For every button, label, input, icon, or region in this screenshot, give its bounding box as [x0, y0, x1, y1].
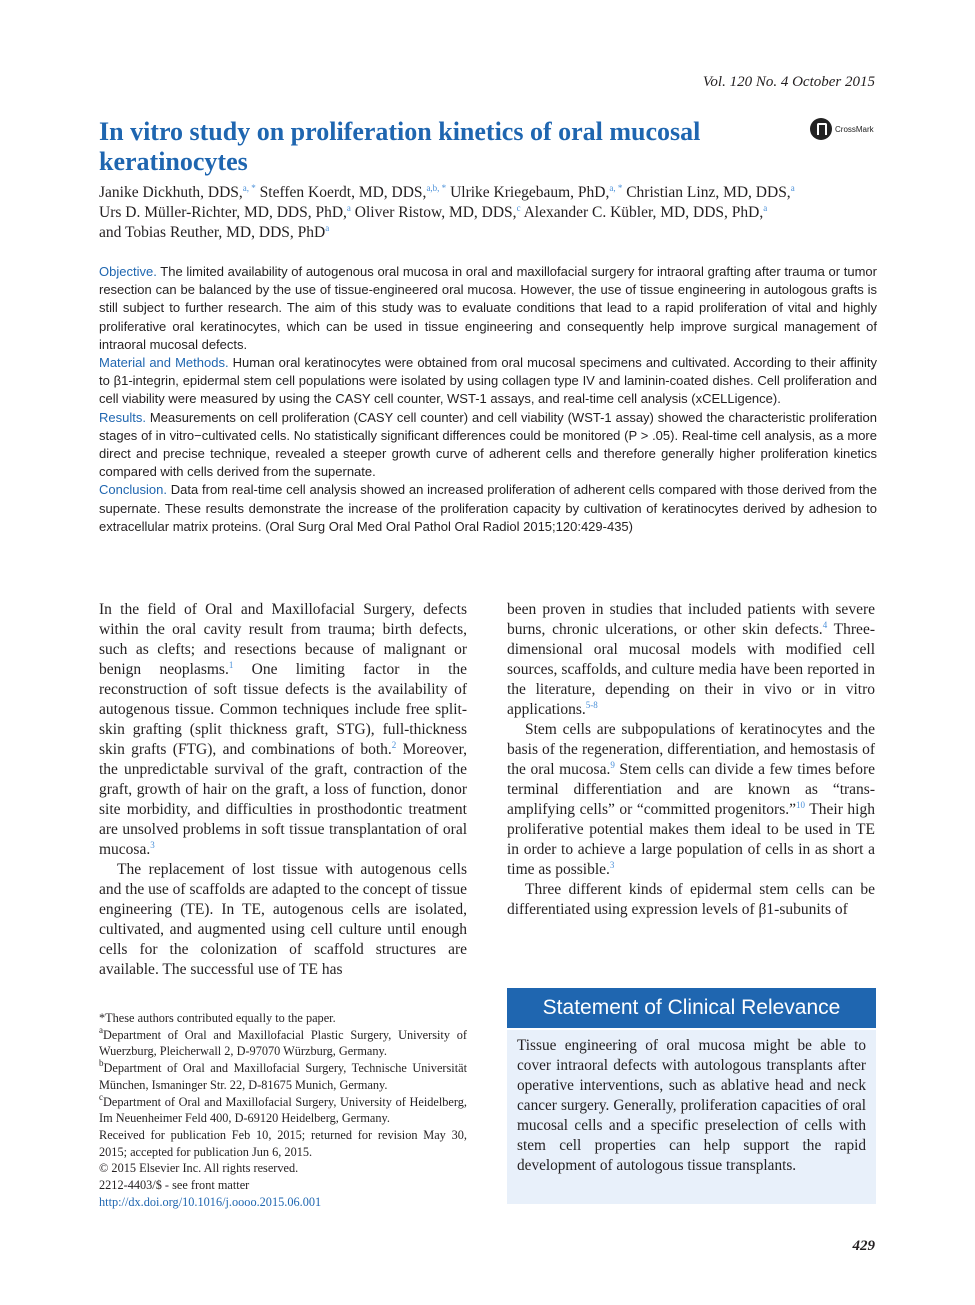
page-number: 429 — [852, 1238, 875, 1254]
footnotes — [99, 1010, 467, 1210]
abstract-results — [99, 409, 877, 482]
abstract-heading: Conclusion. — [99, 482, 167, 498]
reference-link[interactable]: 1 — [228, 660, 234, 670]
affiliation-marker: c — [99, 1091, 103, 1102]
affiliation-text: Department of Oral and Maxillofacial Surgery, University of Heidelberg, Im Neuenheimer Feld 400, D-69120 Heidelberg, Germany. — [99, 1094, 467, 1126]
crossmark-badge[interactable] — [810, 118, 874, 140]
author-affiliation[interactable]: c — [516, 203, 521, 213]
author-affiliation[interactable]: a — [325, 223, 330, 233]
footnote-copyright: © 2015 Elsevier Inc. All rights reserved. — [99, 1161, 299, 1176]
clinical-relevance-text: Tissue engineering of oral mucosa might be able to cover intraoral defects with autologous transplants after operative interventions, such as ablative head and neck cancer surgery. Generally, proliferation capacities of oral mucosal cells and a specific preselection of cells with stem cell properties can help support the rapid development of autologous tissue transplants. — [507, 1030, 876, 1204]
reference-link[interactable]: 9 — [610, 760, 615, 770]
affiliation-text: Department of Oral and Maxillofacial Plastic Surgery, University of Wuerzburg, Pleicherwall 2, D-97070 Würzburg, Germany. — [99, 1027, 467, 1059]
abstract-text: Human oral keratinocytes were obtained from oral mucosal specimens and cultivated. According to their affinity to β1-integrin, epidermal stem cell populations were isolated by using collagen type IV and laminin-coated dishes. Cell proliferation and cell viability were measured by using the CASY cell counter, WST-1 assays, and real-time cell analysis (xCELLigence). — [99, 355, 877, 407]
abstract-objective — [99, 263, 877, 354]
author: Oliver Ristow, MD, DDS, — [354, 204, 517, 221]
body-paragraph — [99, 600, 467, 860]
doi-link[interactable]: http://dx.doi.org/10.1016/j.oooo.2015.06.001 — [99, 1194, 322, 1209]
abstract-text: The limited availability of autogenous oral mucosa in oral and maxillofacial surgery for intraoral grafting after trauma or tumor resection can be balanced by the use of tissue-engineered oral mucosa. However, the use of tissue engineering in autologous grafts is still subject to further research. The aim of this study was to evaluate conditions that lead to a rapid proliferation of vital and highly proliferative oral keratinocytes, which can be used in tissue engineering and consequently help improve surgical management of intraoral mucosal defects. — [99, 264, 877, 352]
reference-link[interactable]: 10 — [796, 800, 806, 810]
body-text: Three-dimensional oral mucosal models with modified cell sources, scaffolds, and culture media have been reported in the literature, depending on their in vivo or in vitro applications. — [507, 621, 875, 718]
author-affiliation[interactable]: a, * — [609, 183, 623, 193]
journal-issue: Vol. 120 No. 4 October 2015 — [702, 74, 875, 90]
crossmark-icon — [810, 118, 832, 140]
footnote-affiliation-b — [99, 1060, 467, 1093]
abstract-text: Data from real-time cell analysis showed an increased proliferation of adherent cells compared with those derived from the supernate. These results demonstrate the increase of the proliferation capacity by cultivation of keratinocytes derived by adhesion to extracellular matrix proteins. — [99, 482, 877, 534]
abstract — [99, 263, 877, 536]
reference-link[interactable]: 4 — [822, 620, 828, 630]
clinical-relevance-heading: Statement of Clinical Relevance — [507, 988, 876, 1028]
abstract-text: Measurements on cell proliferation (CASY cell counter) and cell viability (WST-1 assay) showed the characteristic proliferation stages of in vitro−cultivated cells. No statistically significant differences could be monitored (P > .05). Real-time cell analysis, as a more direct and precise technique, revealed a steeper growth curve of adherent cells and therefore generally higher proliferation kinetics compared with cells derived from the supernate. — [99, 409, 877, 480]
author: Janike Dickhuth, DDS, — [99, 184, 243, 201]
body-paragraph: Three different kinds of epidermal stem cells can be differentiated using expression levels of β1-subunits of — [507, 881, 875, 918]
body-text: been proven in studies that included patients with severe burns, chronic ulcerations, or other skin defects. — [507, 601, 875, 638]
footnote-equal-contribution: *These authors contributed equally to the paper. — [99, 1011, 336, 1025]
affiliation-text: Department of Oral and Maxillofacial Surgery, Technische Universität München, Ismaninger Str. 22, D-81675 Munich, Germany. — [99, 1061, 467, 1092]
footnote-issn: 2212-4403/$ - see front matter — [99, 1178, 250, 1193]
body-text: Their high proliferative potential makes them ideal to be used in TE in order to achieve a large population of cells in as short a time as possible. — [507, 801, 875, 878]
author-affiliation[interactable]: a — [790, 183, 795, 193]
article-title: In vitro study on proliferation kinetics of oral mucosal keratinocytes — [99, 117, 701, 176]
affiliation-marker: b — [99, 1058, 104, 1069]
abstract-methods — [99, 354, 877, 409]
author: Ulrike Kriegebaum, PhD, — [450, 184, 610, 201]
body-text: In the field of Oral and Maxillofacial Surgery, defects within the oral cavity result from trauma; birth defects, such as clefts; and resections because of malignant or benign neoplasms. — [99, 601, 467, 678]
reference-link[interactable]: 2 — [391, 740, 397, 750]
author: and Tobias Reuther, MD, DDS, PhD — [99, 224, 326, 241]
author: Urs D. Müller-Richter, MD, DDS, PhD, — [99, 204, 347, 221]
affiliation-marker: a — [99, 1024, 103, 1035]
body-column-right — [507, 600, 875, 920]
body-paragraph: The replacement of lost tissue with autogenous cells and the use of scaffolds are adapted to the concept of tissue engineering (TE). In TE, autogenous cells are isolated, cultivated, and augmented using cell culture until enough cells for the colonization of scaffold structures are available. The successful use of TE has — [99, 861, 467, 978]
author-affiliation[interactable]: a — [346, 203, 351, 213]
footnote-received: Received for publication Feb 10, 2015; returned for revision May 30, 2015; accepted for publication Jun 6, 2015. — [99, 1127, 467, 1159]
author: Christian Linz, MD, DDS, — [626, 184, 791, 201]
body-text: Stem cells are subpopulations of keratinocytes and the basis of the regeneration, differentiation, and hemostasis of the oral mucosa. — [507, 721, 875, 778]
body-text: Stem cells can divide a few times before terminal differentiation and are known as “trans-amplifying cells” or “committed progenitors.” — [507, 761, 876, 818]
author: Steffen Koerdt, MD, DDS, — [259, 184, 427, 201]
footnote-affiliation-a — [99, 1024, 467, 1060]
body-paragraph — [507, 720, 875, 880]
footnote-affiliation-c — [99, 1091, 467, 1127]
author: Alexander C. Kübler, MD, DDS, PhD, — [523, 204, 764, 221]
author-list — [99, 183, 879, 243]
abstract-heading: Material and Methods. — [99, 355, 229, 371]
author-affiliation[interactable]: a, * — [242, 183, 256, 193]
abstract-heading: Objective. — [99, 264, 157, 279]
abstract-citation: (Oral Surg Oral Med Oral Pathol Oral Radiol 2015;120:429-435) — [265, 518, 633, 534]
body-paragraph — [507, 600, 875, 720]
reference-link[interactable]: 3 — [150, 840, 155, 850]
body-text: Moreover, the unpredictable survival of the graft, contraction of the graft, growth of hair on the graft, a loss of function, donor site morbidity, and difficulties in prosthodontic treatment are unsolved problems in soft tissue transplantation of oral mucosa. — [99, 741, 467, 858]
reference-link[interactable]: 3 — [609, 860, 615, 870]
author-affiliation[interactable]: a,b, * — [426, 183, 447, 193]
crossmark-label: CrossMark — [835, 124, 874, 134]
body-column-left — [99, 600, 467, 980]
abstract-conclusion — [99, 481, 877, 536]
abstract-heading: Results. — [99, 409, 146, 425]
body-text: One limiting factor in the reconstruction of soft tissue defects is the availability of autogenous tissue. Common techniques include free split-skin grafting (split thickness graft, STG), full-thickness skin grafts (FTG), and combinations of both. — [99, 661, 467, 758]
reference-link[interactable]: 5-8 — [585, 700, 598, 710]
author-affiliation[interactable]: a — [763, 203, 768, 213]
